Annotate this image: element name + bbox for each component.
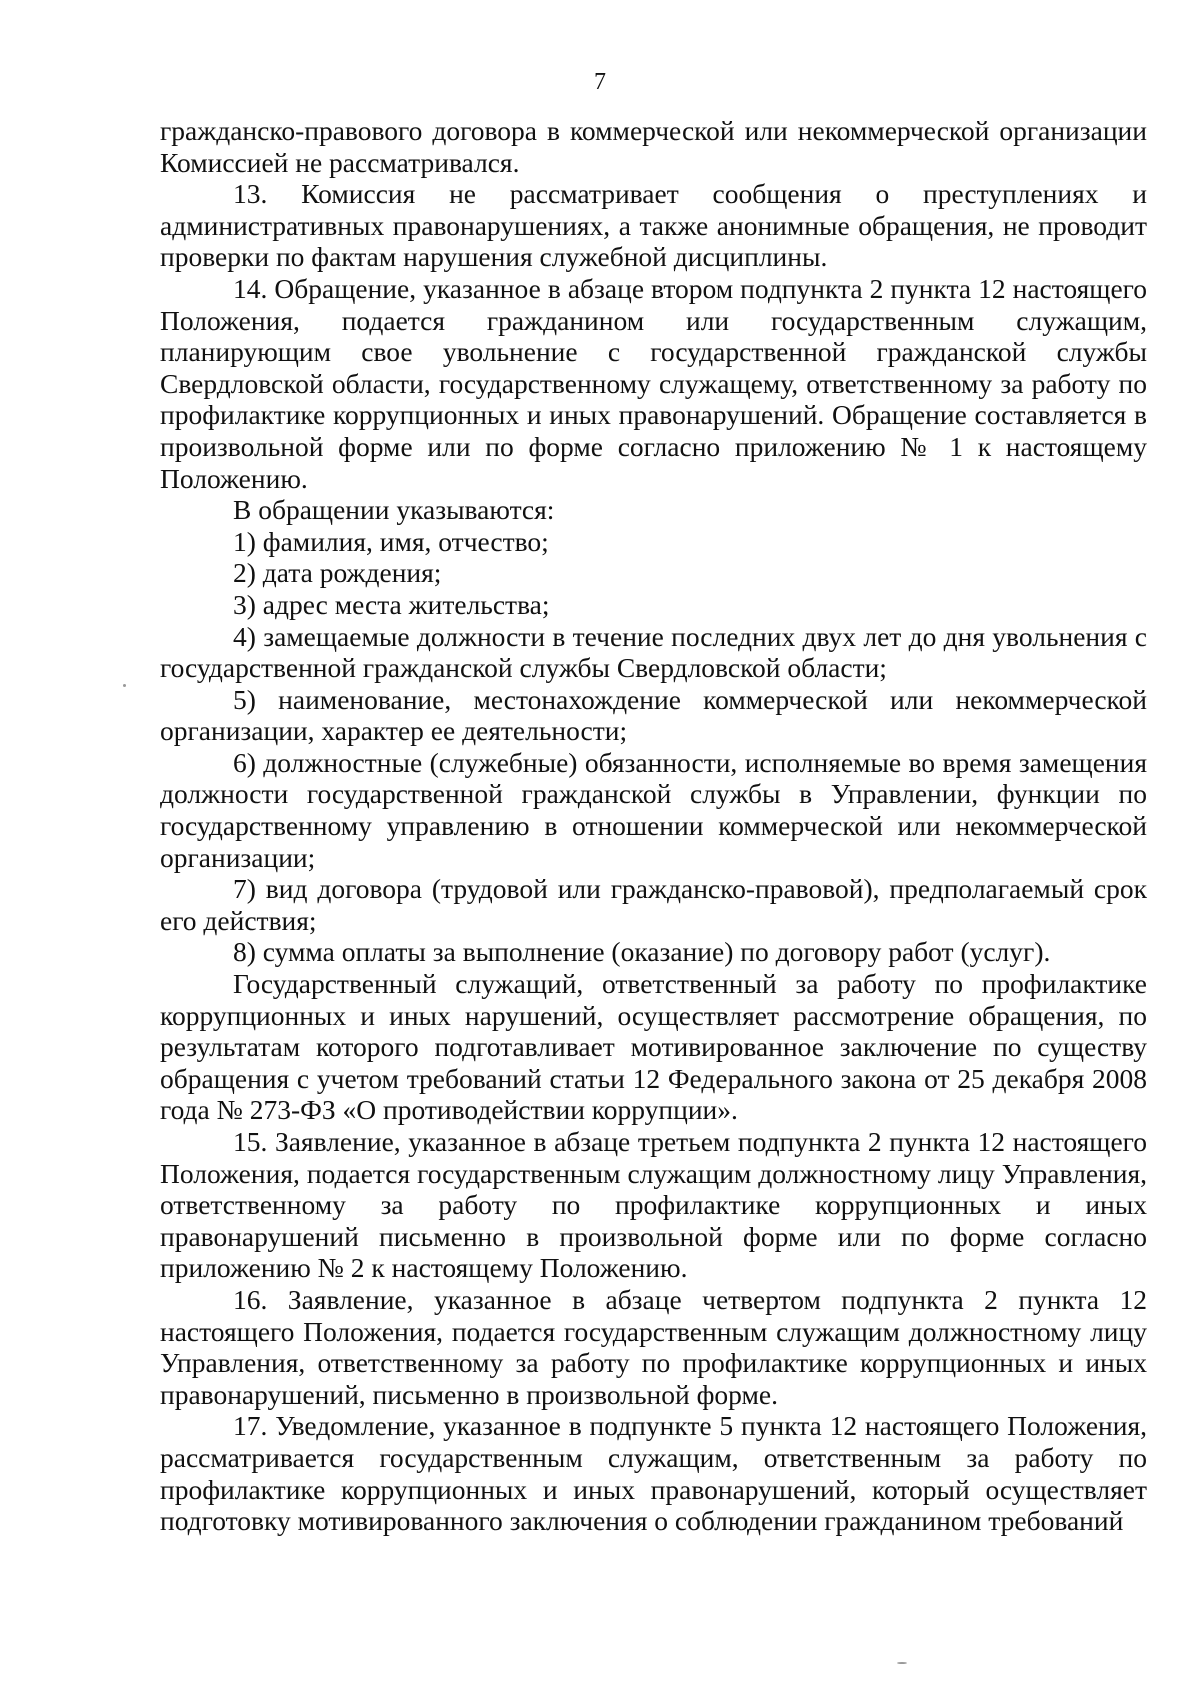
list-item-5: 5) наименование, местонахождение коммерческой или некоммерческой организации, характер ее деятельности; (160, 683, 1147, 747)
paragraph-17: 17. Уведомление, указанное в подпункте 5 пункта 12 настоящего Положения, рассматривается государственным служащим, ответственным за работу по профилактике коррупционных и иных правонарушений, который осуществляет подготовку мотивированного заключения о соблюдении гражданином требований (160, 1410, 1147, 1537)
scan-speck (123, 684, 126, 687)
document-body (160, 115, 1147, 1537)
paragraph-14-conclusion: Государственный служащий, ответственный за работу по профилактике коррупционных и иных нарушений, осуществляет рассмотрение обращения, по результатам которого подготавливает мотивированное заключение по существу обращения с учетом требований статьи 12 Федерального закона от 25 декабря 2008 года № 273-ФЗ «О противодействии коррупции». (160, 968, 1147, 1126)
page-number: 7 (594, 69, 606, 95)
paragraph-14: 14. Обращение, указанное в абзаце втором подпункта 2 пункта 12 настоящего Положения, подается гражданином или государственным служащим, планирующим свое увольнение с государственной гражданской службы Свердловской области, государственному служащему, ответственному за работу по профилактике коррупционных и иных правонарушений. Обращение составляется в произвольной форме или по форме согласно приложению № 1 к настоящему Положению. (160, 272, 1147, 494)
list-item-1: 1) фамилия, имя, отчество; (233, 525, 549, 557)
list-item-7: 7) вид договора (трудовой или гражданско-правовой), предполагаемый срок его действия; (160, 873, 1147, 936)
list-item-4: 4) замещаемые должности в течение последних двух лет до дня увольнения с государственной гражданской службы Свердловской области; (160, 620, 1147, 684)
paragraph-15: 15. Заявление, указанное в абзаце третьем подпункта 2 пункта 12 настоящего Положения, подается государственным служащим должностному лицу Управления, ответственному за работу по профилактике коррупционных и иных правонарушений письменно в произвольной форме или по форме согласно приложению № 2 к настоящему Положению. (160, 1126, 1147, 1284)
paragraph-continuation: гражданско-правового договора в коммерческой или некоммерческой организации Комиссией не рассматривался. (160, 115, 1147, 178)
scan-speck (897, 1662, 907, 1664)
paragraph-16: 16. Заявление, указанное в абзаце четвертом подпункта 2 пункта 12 настоящего Положения, подается государственным служащим должностному лицу Управления, ответственному за работу по профилактике коррупционных и иных правонарушений, письменно в произвольной форме. (160, 1283, 1147, 1410)
list-item-8: 8) сумма оплаты за выполнение (оказание) по договору работ (услуг). (233, 936, 1051, 968)
paragraph-14-list-intro: В обращении указываются: (233, 494, 555, 526)
list-item-2: 2) дата рождения; (233, 557, 442, 589)
list-item-3: 3) адрес места жительства; (233, 588, 550, 620)
paragraph-13: 13. Комиссия не рассматривает сообщения о преступлениях и административных правонарушениях, а также анонимные обращения, не проводит проверки по фактам нарушения служебной дисциплины. (160, 178, 1147, 273)
list-item-6: 6) должностные (служебные) обязанности, исполняемые во время замещения должности государственной гражданской службы в Управлении, функции по государственному управлению в отношении коммерческой или некоммерческой организации; (160, 746, 1147, 873)
